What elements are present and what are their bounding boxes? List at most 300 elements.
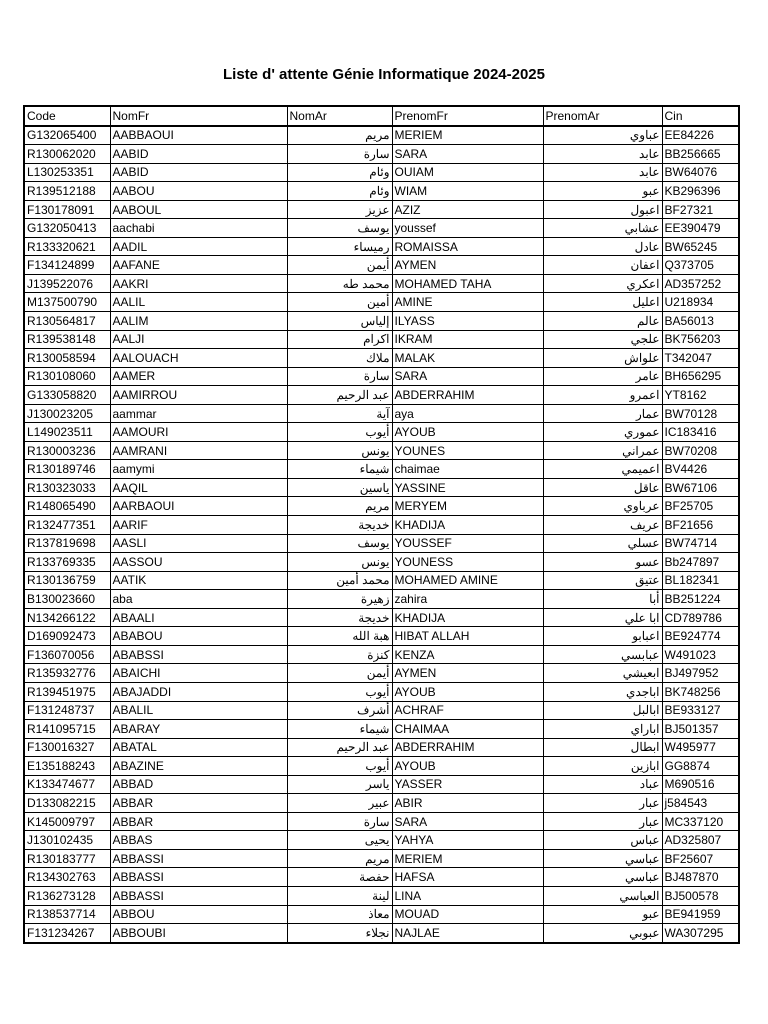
cell-nomfr: AARIF: [110, 516, 287, 535]
cell-prenomfr: SARA: [392, 812, 543, 831]
cell-cin: BB251224: [662, 590, 739, 609]
cell-prenomar: عابد: [543, 163, 662, 182]
cell-prenomfr: ROMAISSA: [392, 237, 543, 256]
cell-nomar: عزيز: [287, 200, 392, 219]
cell-nomar: عبير: [287, 794, 392, 813]
cell-prenomfr: YOUNESS: [392, 553, 543, 572]
table-row: [24, 701, 739, 720]
cell-nomar: زهيرة: [287, 590, 392, 609]
table-row: [24, 312, 739, 331]
table-row: [24, 534, 739, 553]
cell-nomar: يونس: [287, 441, 392, 460]
cell-prenomar: اباجدي: [543, 682, 662, 701]
cell-cin: BW70208: [662, 441, 739, 460]
cell-nomar: أيوب: [287, 757, 392, 776]
cell-code: R130189746: [24, 460, 110, 479]
cell-nomfr: ABBAR: [110, 812, 287, 831]
table-row: [24, 256, 739, 275]
cell-nomfr: AAQIL: [110, 478, 287, 497]
cell-prenomfr: AYOUB: [392, 682, 543, 701]
cell-nomfr: ABAJADDI: [110, 682, 287, 701]
cell-code: R132477351: [24, 516, 110, 535]
cell-nomfr: ABBAD: [110, 775, 287, 794]
cell-nomfr: ABBASSI: [110, 868, 287, 887]
cell-prenomfr: LINA: [392, 886, 543, 905]
cell-cin: BJ500578: [662, 886, 739, 905]
cell-prenomar: عاقل: [543, 478, 662, 497]
table-row: [24, 720, 739, 739]
cell-nomar: ملاك: [287, 349, 392, 368]
table-row: [24, 868, 739, 887]
cell-code: L149023511: [24, 423, 110, 442]
cell-nomfr: AAKRI: [110, 274, 287, 293]
cell-prenomar: أبا: [543, 590, 662, 609]
cell-nomar: ياسر: [287, 775, 392, 794]
cell-prenomfr: WIAM: [392, 182, 543, 201]
cell-prenomar: عابد: [543, 145, 662, 164]
cell-nomfr: ABAZINE: [110, 757, 287, 776]
cell-prenomfr: chaimae: [392, 460, 543, 479]
cell-cin: EE390479: [662, 219, 739, 238]
cell-prenomfr: AYMEN: [392, 664, 543, 683]
cell-prenomfr: SARA: [392, 145, 543, 164]
cell-code: R138537714: [24, 905, 110, 924]
cell-prenomfr: AYOUB: [392, 757, 543, 776]
cell-prenomar: عباوي: [543, 126, 662, 145]
cell-code: G132065400: [24, 126, 110, 145]
cell-cin: BW64076: [662, 163, 739, 182]
cell-prenomar: علجي: [543, 330, 662, 349]
cell-nomfr: ABAALI: [110, 608, 287, 627]
cell-cin: Bb247897: [662, 553, 739, 572]
cell-nomar: هبة الله: [287, 627, 392, 646]
table-row: [24, 590, 739, 609]
cell-prenomar: اعبول: [543, 200, 662, 219]
cell-code: J130102435: [24, 831, 110, 850]
cell-cin: BW70128: [662, 404, 739, 423]
table-row: [24, 330, 739, 349]
cell-nomfr: ABATAL: [110, 738, 287, 757]
cell-nomar: أيوب: [287, 682, 392, 701]
cell-nomar: اكرام: [287, 330, 392, 349]
cell-cin: BW74714: [662, 534, 739, 553]
cell-prenomfr: YASSER: [392, 775, 543, 794]
cell-prenomfr: aya: [392, 404, 543, 423]
cell-nomar: يحيى: [287, 831, 392, 850]
table-row: [24, 812, 739, 831]
cell-code: R130564817: [24, 312, 110, 331]
cell-nomar: سارة: [287, 145, 392, 164]
cell-cin: GG8874: [662, 757, 739, 776]
table-row: [24, 460, 739, 479]
cell-code: R137819698: [24, 534, 110, 553]
table-row: [24, 645, 739, 664]
cell-prenomar: عبار: [543, 812, 662, 831]
cell-prenomar: عباس: [543, 831, 662, 850]
cell-nomfr: ABBASSI: [110, 849, 287, 868]
cell-cin: BW67106: [662, 478, 739, 497]
cell-nomar: أيمن: [287, 664, 392, 683]
table-row: [24, 126, 739, 145]
cell-prenomar: عبو: [543, 905, 662, 924]
cell-prenomar: اعليل: [543, 293, 662, 312]
cell-nomfr: aba: [110, 590, 287, 609]
cell-prenomar: ابطال: [543, 738, 662, 757]
column-header-prenomar: PrenomAr: [543, 106, 662, 126]
table-row: [24, 664, 739, 683]
cell-nomfr: AATIK: [110, 571, 287, 590]
cell-prenomar: اعكري: [543, 274, 662, 293]
table-row: [24, 237, 739, 256]
cell-code: R135932776: [24, 664, 110, 683]
cell-prenomar: اعبابو: [543, 627, 662, 646]
table-row: [24, 627, 739, 646]
cell-prenomfr: YAHYA: [392, 831, 543, 850]
table-row: [24, 293, 739, 312]
cell-nomar: شيماء: [287, 720, 392, 739]
cell-cin: MC337120: [662, 812, 739, 831]
cell-prenomar: عسو: [543, 553, 662, 572]
cell-code: F130016327: [24, 738, 110, 757]
cell-prenomfr: zahira: [392, 590, 543, 609]
cell-cin: BF27321: [662, 200, 739, 219]
cell-prenomar: عباد: [543, 775, 662, 794]
cell-nomar: خديجة: [287, 516, 392, 535]
cell-code: R130003236: [24, 441, 110, 460]
table-row: [24, 219, 739, 238]
cell-nomar: ياسين: [287, 478, 392, 497]
cell-code: R136273128: [24, 886, 110, 905]
cell-cin: T342047: [662, 349, 739, 368]
cell-prenomfr: MOUAD: [392, 905, 543, 924]
cell-nomfr: AALJI: [110, 330, 287, 349]
cell-nomar: آية: [287, 404, 392, 423]
cell-cin: AD325807: [662, 831, 739, 850]
cell-prenomfr: KENZA: [392, 645, 543, 664]
cell-nomfr: AASSOU: [110, 553, 287, 572]
cell-nomfr: ABARAY: [110, 720, 287, 739]
cell-code: D169092473: [24, 627, 110, 646]
cell-prenomfr: AYOUB: [392, 423, 543, 442]
table-row: [24, 404, 739, 423]
cell-nomfr: ABAICHI: [110, 664, 287, 683]
cell-prenomar: عشابي: [543, 219, 662, 238]
table-row: [24, 905, 739, 924]
cell-prenomar: عسلي: [543, 534, 662, 553]
cell-cin: WA307295: [662, 924, 739, 943]
cell-prenomar: اباراي: [543, 720, 662, 739]
cell-prenomfr: MALAK: [392, 349, 543, 368]
cell-nomfr: aamymi: [110, 460, 287, 479]
cell-prenomar: عباسي: [543, 849, 662, 868]
cell-nomfr: AALIM: [110, 312, 287, 331]
cell-prenomar: اعمرو: [543, 386, 662, 405]
cell-cin: U218934: [662, 293, 739, 312]
table-row: [24, 163, 739, 182]
table-row: [24, 831, 739, 850]
cell-nomar: لينة: [287, 886, 392, 905]
cell-nomar: وئام: [287, 182, 392, 201]
cell-cin: AD357252: [662, 274, 739, 293]
cell-prenomar: عادل: [543, 237, 662, 256]
cell-code: F134124899: [24, 256, 110, 275]
cell-cin: BJ501357: [662, 720, 739, 739]
cell-nomfr: ABALIL: [110, 701, 287, 720]
cell-code: K145009797: [24, 812, 110, 831]
table-row: [24, 571, 739, 590]
cell-prenomfr: AZIZ: [392, 200, 543, 219]
cell-prenomfr: ABDERRAHIM: [392, 738, 543, 757]
cell-nomar: معاذ: [287, 905, 392, 924]
table-row: [24, 367, 739, 386]
cell-nomar: حفصة: [287, 868, 392, 887]
cell-code: R130058594: [24, 349, 110, 368]
cell-code: G132050413: [24, 219, 110, 238]
table-row: [24, 682, 739, 701]
cell-cin: IC183416: [662, 423, 739, 442]
cell-nomar: يوسف: [287, 219, 392, 238]
cell-code: R133769335: [24, 553, 110, 572]
cell-code: J130023205: [24, 404, 110, 423]
cell-nomar: مريم: [287, 126, 392, 145]
table-row: [24, 274, 739, 293]
cell-prenomfr: MERIEM: [392, 849, 543, 868]
table-row: [24, 886, 739, 905]
cell-nomar: سارة: [287, 367, 392, 386]
cell-nomfr: AAMIRROU: [110, 386, 287, 405]
cell-code: R141095715: [24, 720, 110, 739]
cell-cin: BF25705: [662, 497, 739, 516]
cell-prenomfr: MOHAMED AMINE: [392, 571, 543, 590]
cell-cin: BE924774: [662, 627, 739, 646]
cell-prenomfr: KHADIJA: [392, 608, 543, 627]
cell-code: F130178091: [24, 200, 110, 219]
cell-prenomfr: OUIAM: [392, 163, 543, 182]
cell-nomfr: AAMOURI: [110, 423, 287, 442]
cell-prenomar: عمراني: [543, 441, 662, 460]
cell-code: R139512188: [24, 182, 110, 201]
cell-prenomar: عامر: [543, 367, 662, 386]
cell-prenomfr: ABIR: [392, 794, 543, 813]
cell-nomfr: ABBAS: [110, 831, 287, 850]
cell-nomar: عبد الرحيم: [287, 738, 392, 757]
table-row: [24, 738, 739, 757]
cell-nomfr: AAMRANI: [110, 441, 287, 460]
table-header-row: [24, 106, 739, 126]
cell-code: D133082215: [24, 794, 110, 813]
cell-code: E135188243: [24, 757, 110, 776]
cell-prenomfr: KHADIJA: [392, 516, 543, 535]
cell-nomar: محمد أمين: [287, 571, 392, 590]
table-row: [24, 757, 739, 776]
column-header-nomfr: NomFr: [110, 106, 287, 126]
cell-prenomar: ابا علي: [543, 608, 662, 627]
cell-nomar: أيمن: [287, 256, 392, 275]
cell-cin: M690516: [662, 775, 739, 794]
cell-prenomfr: MERIEM: [392, 126, 543, 145]
cell-nomar: إلياس: [287, 312, 392, 331]
cell-code: M137500790: [24, 293, 110, 312]
waiting-list-table: [23, 105, 740, 944]
cell-nomfr: AARBAOUI: [110, 497, 287, 516]
cell-nomfr: AABID: [110, 163, 287, 182]
table-row: [24, 200, 739, 219]
cell-prenomfr: IKRAM: [392, 330, 543, 349]
cell-prenomar: عبابسي: [543, 645, 662, 664]
cell-cin: BA56013: [662, 312, 739, 331]
cell-cin: BB256665: [662, 145, 739, 164]
cell-prenomar: عالم: [543, 312, 662, 331]
cell-code: R133320621: [24, 237, 110, 256]
cell-prenomfr: CHAIMAA: [392, 720, 543, 739]
cell-cin: BW65245: [662, 237, 739, 256]
cell-nomfr: ABBOU: [110, 905, 287, 924]
cell-prenomar: ابازين: [543, 757, 662, 776]
cell-code: R148065490: [24, 497, 110, 516]
cell-nomfr: AAFANE: [110, 256, 287, 275]
table-row: [24, 349, 739, 368]
cell-prenomar: علواش: [543, 349, 662, 368]
cell-code: R134302763: [24, 868, 110, 887]
cell-prenomar: اعميمي: [543, 460, 662, 479]
cell-nomar: عبد الرحيم: [287, 386, 392, 405]
table-row: [24, 386, 739, 405]
column-header-nomar: NomAr: [287, 106, 392, 126]
cell-cin: BH656295: [662, 367, 739, 386]
cell-prenomfr: MOHAMED TAHA: [392, 274, 543, 293]
cell-nomfr: ABBOUBI: [110, 924, 287, 943]
column-header-cin: Cin: [662, 106, 739, 126]
cell-prenomar: اعفان: [543, 256, 662, 275]
cell-prenomar: عبو: [543, 182, 662, 201]
page-title: Liste d' attente Génie Informatique 2024-2025: [222, 66, 545, 83]
table-row: [24, 145, 739, 164]
cell-nomfr: aachabi: [110, 219, 287, 238]
cell-prenomar: عريف: [543, 516, 662, 535]
cell-prenomar: عباسي: [543, 868, 662, 887]
cell-cin: KB296396: [662, 182, 739, 201]
cell-nomfr: AABID: [110, 145, 287, 164]
cell-prenomfr: ABDERRAHIM: [392, 386, 543, 405]
cell-nomfr: AAMER: [110, 367, 287, 386]
cell-prenomfr: HIBAT ALLAH: [392, 627, 543, 646]
cell-code: R139451975: [24, 682, 110, 701]
cell-prenomfr: ILYASS: [392, 312, 543, 331]
table-row: [24, 794, 739, 813]
cell-cin: W491023: [662, 645, 739, 664]
table-row: [24, 423, 739, 442]
cell-code: G133058820: [24, 386, 110, 405]
cell-nomar: سارة: [287, 812, 392, 831]
cell-nomar: مريم: [287, 497, 392, 516]
cell-prenomar: عبوبي: [543, 924, 662, 943]
cell-code: J139522076: [24, 274, 110, 293]
cell-nomfr: AABBAOUI: [110, 126, 287, 145]
cell-prenomfr: HAFSA: [392, 868, 543, 887]
cell-nomfr: ABABOU: [110, 627, 287, 646]
table-row: [24, 497, 739, 516]
cell-cin: BL182341: [662, 571, 739, 590]
cell-cin: BV4426: [662, 460, 739, 479]
cell-prenomfr: AYMEN: [392, 256, 543, 275]
cell-nomar: أمين: [287, 293, 392, 312]
cell-nomar: كنزة: [287, 645, 392, 664]
cell-nomar: شيماء: [287, 460, 392, 479]
cell-code: N134266122: [24, 608, 110, 627]
cell-prenomfr: NAJLAE: [392, 924, 543, 943]
cell-prenomar: عبار: [543, 794, 662, 813]
cell-nomar: محمد طه: [287, 274, 392, 293]
cell-nomfr: AABOUL: [110, 200, 287, 219]
cell-code: R130323033: [24, 478, 110, 497]
cell-nomar: رميساء: [287, 237, 392, 256]
cell-cin: W495977: [662, 738, 739, 757]
cell-code: K133474677: [24, 775, 110, 794]
column-header-code: Code: [24, 106, 110, 126]
cell-prenomfr: MERYEM: [392, 497, 543, 516]
cell-nomfr: aammar: [110, 404, 287, 423]
cell-nomar: وئام: [287, 163, 392, 182]
cell-cin: BE933127: [662, 701, 739, 720]
cell-cin: Q373705: [662, 256, 739, 275]
cell-code: R139538148: [24, 330, 110, 349]
cell-nomfr: ABBAR: [110, 794, 287, 813]
cell-code: F136070056: [24, 645, 110, 664]
table-row: [24, 516, 739, 535]
cell-cin: BJ497952: [662, 664, 739, 683]
cell-cin: BK748256: [662, 682, 739, 701]
cell-nomar: خديجة: [287, 608, 392, 627]
cell-nomfr: ABABSSI: [110, 645, 287, 664]
cell-code: R130108060: [24, 367, 110, 386]
cell-prenomfr: youssef: [392, 219, 543, 238]
cell-prenomfr: AMINE: [392, 293, 543, 312]
cell-code: L130253351: [24, 163, 110, 182]
cell-cin: BE941959: [662, 905, 739, 924]
table-row: [24, 849, 739, 868]
table-row: [24, 182, 739, 201]
cell-nomar: أشرف: [287, 701, 392, 720]
cell-nomfr: AADIL: [110, 237, 287, 256]
cell-code: F131234267: [24, 924, 110, 943]
cell-nomar: مريم: [287, 849, 392, 868]
table-row: [24, 775, 739, 794]
cell-cin: BJ487870: [662, 868, 739, 887]
cell-cin: EE84226: [662, 126, 739, 145]
cell-prenomar: العباسي: [543, 886, 662, 905]
cell-nomar: يونس: [287, 553, 392, 572]
cell-cin: BF21656: [662, 516, 739, 535]
cell-prenomar: ابالبل: [543, 701, 662, 720]
cell-nomfr: AASLI: [110, 534, 287, 553]
cell-nomfr: ABBASSI: [110, 886, 287, 905]
cell-prenomfr: SARA: [392, 367, 543, 386]
cell-nomfr: AALOUACH: [110, 349, 287, 368]
column-header-prenomfr: PrenomFr: [392, 106, 543, 126]
table-body: [24, 126, 739, 943]
cell-nomfr: AABOU: [110, 182, 287, 201]
cell-cin: j584543: [662, 794, 739, 813]
table-row: [24, 553, 739, 572]
cell-cin: CD789786: [662, 608, 739, 627]
cell-nomar: نجلاء: [287, 924, 392, 943]
cell-code: B130023660: [24, 590, 110, 609]
cell-prenomfr: YASSINE: [392, 478, 543, 497]
cell-cin: BF25607: [662, 849, 739, 868]
table-row: [24, 924, 739, 943]
table-row: [24, 608, 739, 627]
cell-prenomar: ابعيشي: [543, 664, 662, 683]
